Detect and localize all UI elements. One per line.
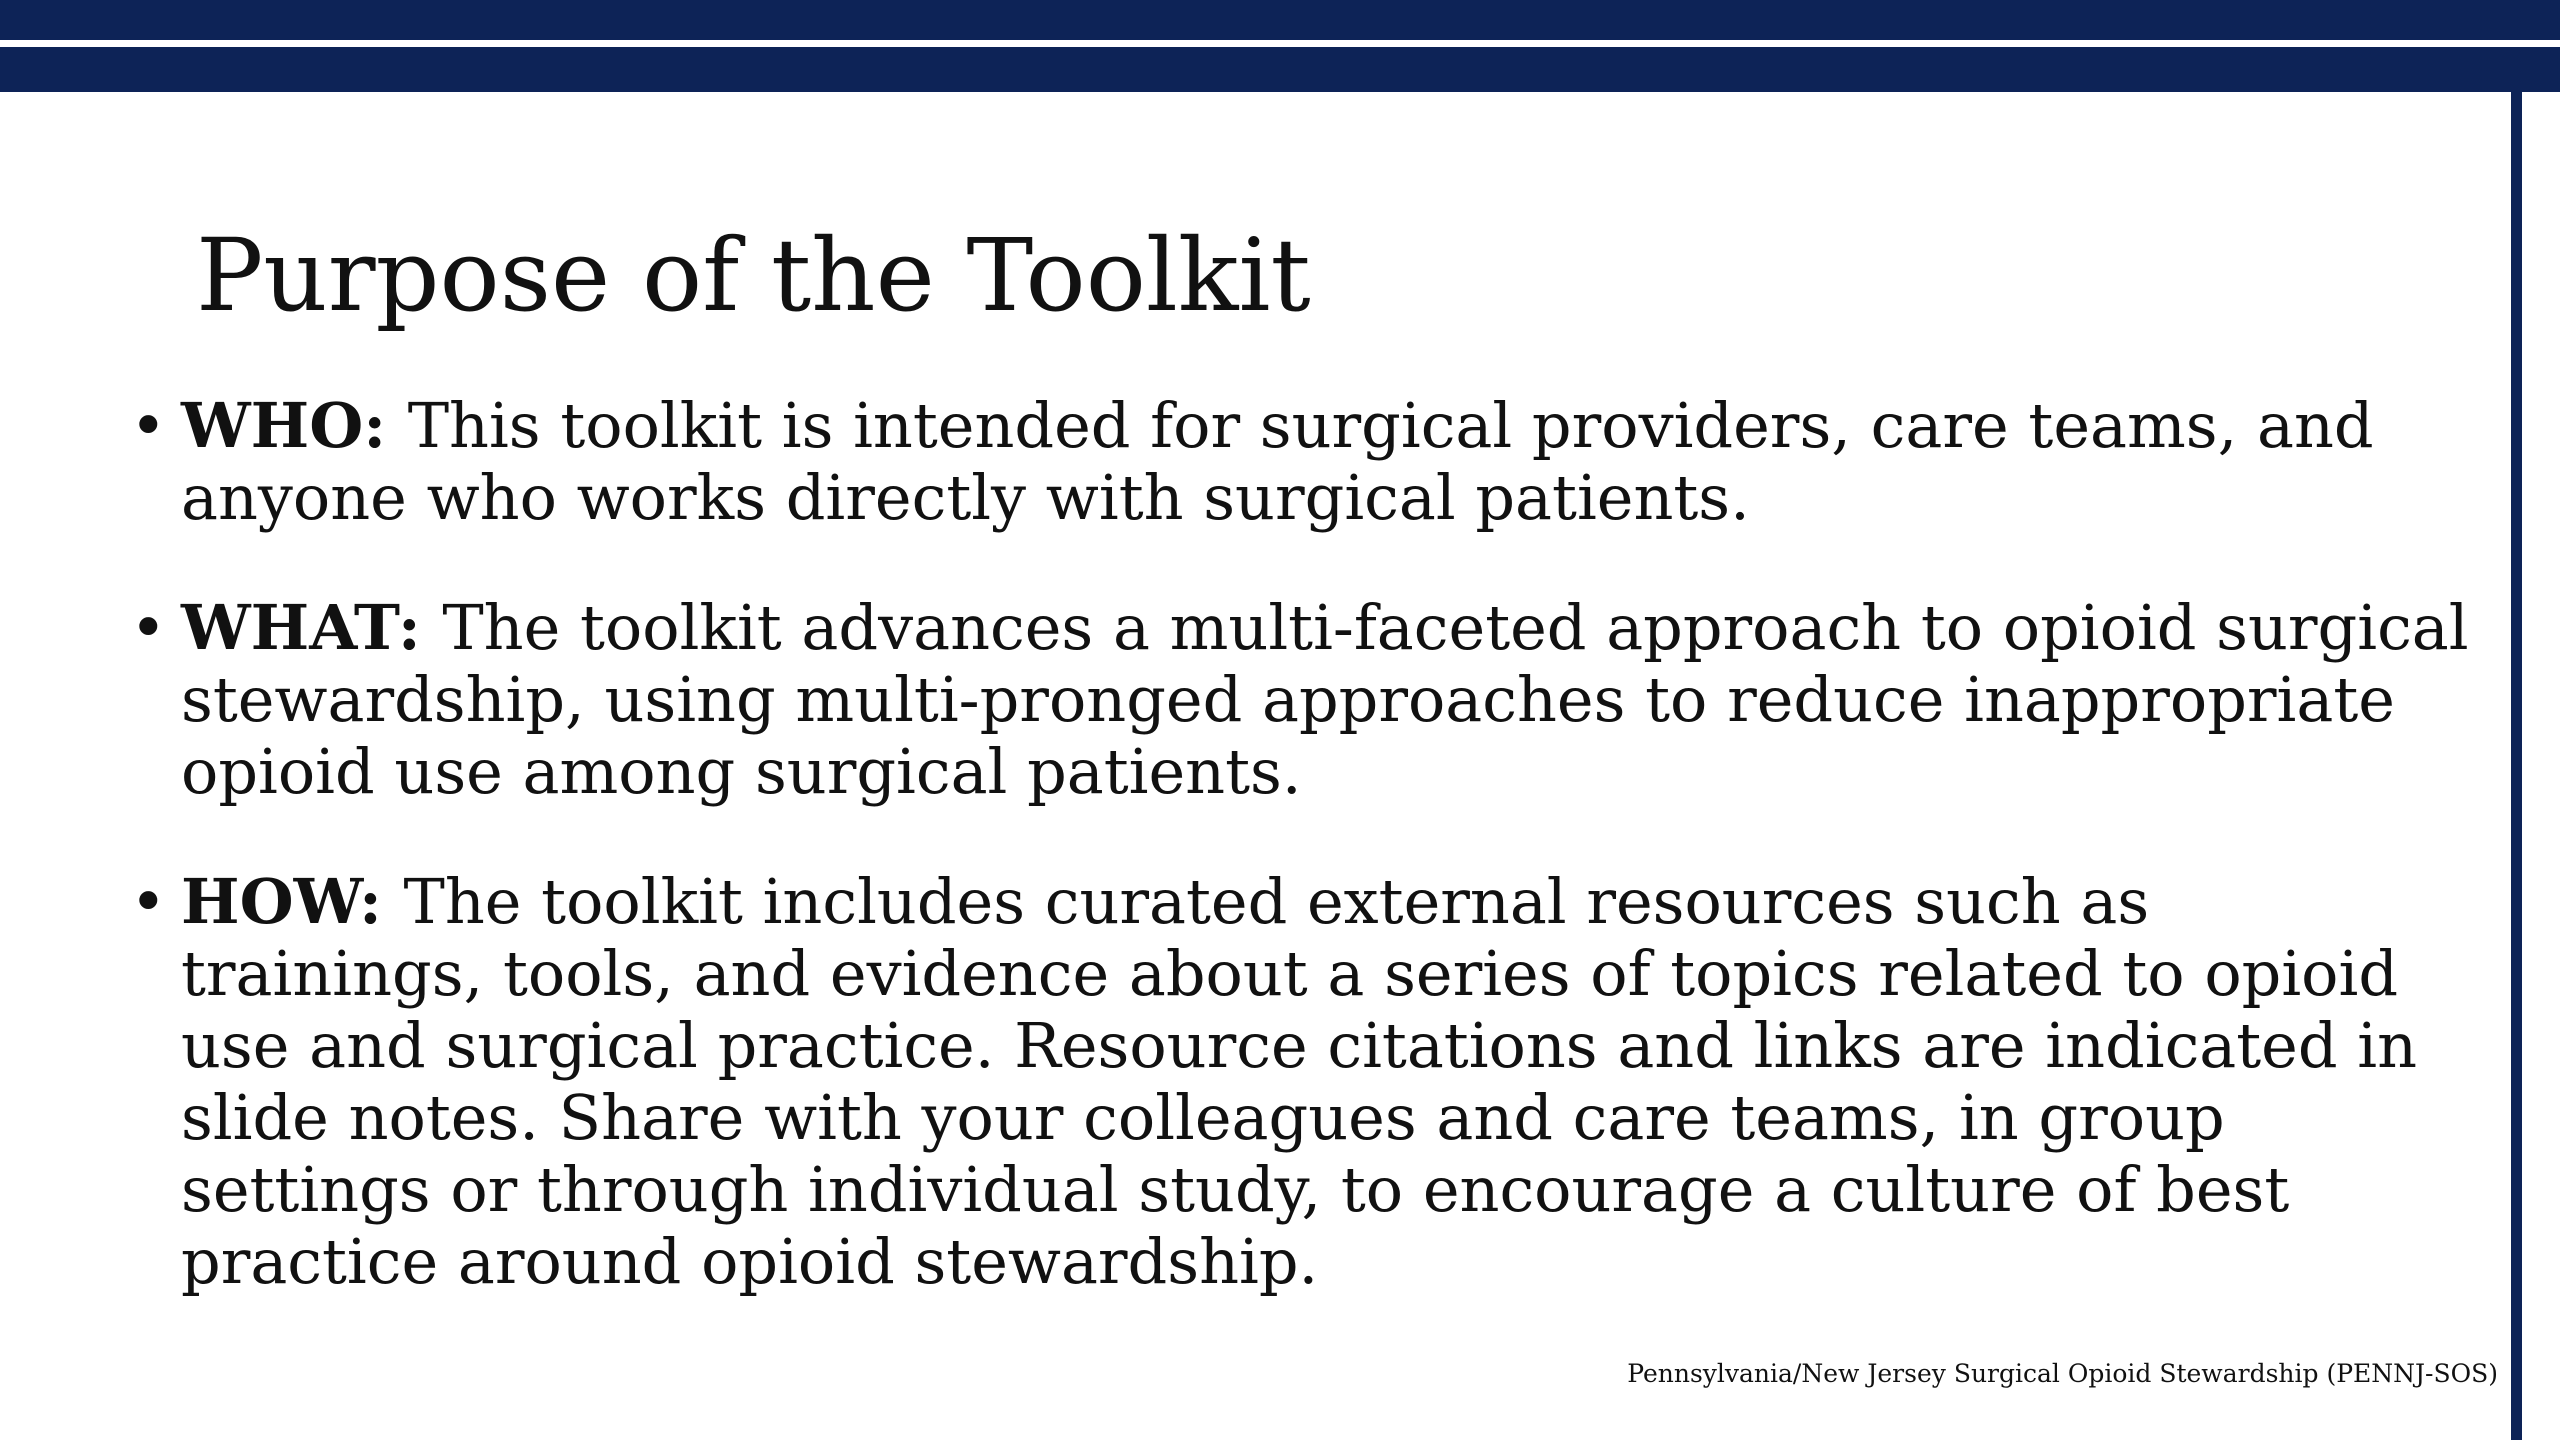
bullet-how-key: HOW: bbox=[181, 865, 404, 938]
bullet-what-text: The toolkit advances a multi-faceted approach to opioid surgical stewardship, using multi-pronged approaches to reduce inappropriate opioid use among surgical patients. bbox=[181, 591, 2469, 808]
top-header-rule bbox=[0, 47, 2560, 92]
bullet-how bbox=[130, 866, 2470, 1298]
bullet-who-text: This toolkit is intended for surgical providers, care teams, and anyone who works directly with surgical patients. bbox=[181, 389, 2374, 534]
bullet-what bbox=[130, 592, 2470, 808]
footer-attribution: Pennsylvania/New Jersey Surgical Opioid Stewardship (PENNJ-SOS) bbox=[1627, 1359, 2498, 1388]
bullet-what-key: WHAT: bbox=[181, 591, 443, 664]
bullet-who bbox=[130, 390, 2470, 534]
bullet-how-text: The toolkit includes curated external resources such as trainings, tools, and evidence about a series of topics related to opioid use and surgical practice. Resource citations and links are indicated in slide notes. Share with your colleagues and care teams, in group settings or through individual study, to encourage a culture of best practice around opioid stewardship. bbox=[181, 865, 2418, 1298]
bullet-who-key: WHO: bbox=[181, 389, 408, 462]
bullet-marker: • bbox=[130, 591, 167, 664]
top-header-band bbox=[0, 0, 2560, 40]
bullet-marker: • bbox=[130, 389, 167, 462]
right-edge-rule bbox=[2511, 92, 2522, 1440]
bullet-marker: • bbox=[130, 865, 167, 938]
slide-title: Purpose of the Toolkit bbox=[196, 217, 1311, 334]
bullet-list bbox=[130, 390, 2470, 1298]
